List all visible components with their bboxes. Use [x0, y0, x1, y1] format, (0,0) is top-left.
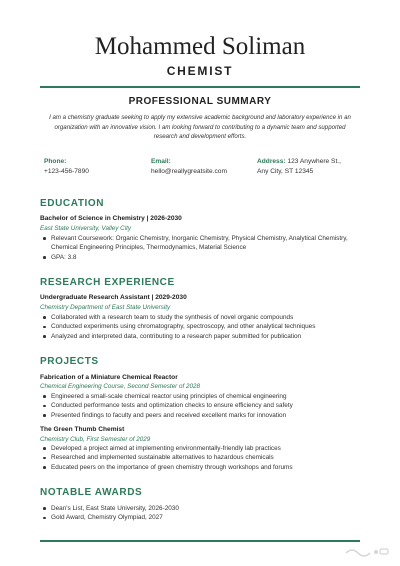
project-1-bullets — [40, 392, 358, 420]
footer-divider — [40, 540, 360, 542]
summary-heading: PROFESSIONAL SUMMARY — [128, 96, 272, 107]
address-line2: Any City, ST 12345 — [257, 168, 314, 175]
list-item: Collaborated with a research team to study the synthesis of novel organic compounds — [40, 313, 358, 322]
awards-bullets — [40, 504, 358, 523]
project-1-sub: Chemical Engineering Course, Second Semester of 2028 — [40, 383, 200, 390]
education-school: East State University, Valley City — [40, 225, 131, 232]
list-item: Dean's List, East State University, 2026-2030 — [40, 504, 358, 513]
project-1-title: Fabrication of a Miniature Chemical Reactor — [40, 374, 178, 381]
awards-heading: NOTABLE AWARDS — [40, 487, 143, 498]
list-item: Analyzed and interpreted data, contributing to a research paper submitted for publication — [40, 332, 358, 341]
list-item: Presented findings to faculty and peers and received excellent marks for innovation — [40, 411, 358, 420]
list-item: Researched and implemented sustainable alternatives to hazardous chemicals — [40, 453, 358, 462]
candidate-name: Mohammed Soliman — [94, 33, 306, 60]
candidate-title: CHEMIST — [166, 64, 234, 78]
contact-email — [151, 157, 227, 177]
list-item: Conducted experiments using chromatography, spectroscopy, and other analytical techniques — [40, 322, 358, 331]
address-line1: 123 Anywhere St., — [287, 158, 341, 165]
education-degree: Bachelor of Science in Chemistry | 2026-2030 — [40, 215, 182, 222]
research-role: Undergraduate Research Assistant | 2029-2030 — [40, 294, 187, 301]
summary-text: I am a chemistry graduate seeking to apply my extensive academic background and laboratory experience in an organization with an innovative vision. I am looking forward to contributing to a dynamic team and supported research and development efforts. — [49, 114, 351, 141]
research-heading: RESEARCH EXPERIENCE — [40, 277, 175, 288]
project-2-sub: Chemistry Club, First Semester of 2029 — [40, 436, 151, 443]
watermark-logo — [344, 544, 390, 562]
education-heading: EDUCATION — [40, 198, 105, 209]
list-item: Gold Award, Chemistry Olympiad, 2027 — [40, 513, 358, 522]
email-value: hello@reallygreatsite.com — [151, 168, 227, 175]
project-2-bullets — [40, 444, 358, 472]
phone-value: +123-456-7890 — [44, 168, 89, 175]
research-bullets — [40, 313, 358, 341]
email-label: Email: — [151, 158, 171, 165]
list-item: GPA: 3.8 — [40, 253, 358, 262]
header-divider — [40, 86, 360, 88]
address-label: Address: — [257, 158, 286, 165]
list-item: Engineered a small-scale chemical reactor using principles of chemical engineering — [40, 392, 358, 401]
list-item: Conducted performance tests and optimization checks to ensure efficiency and safety — [40, 401, 358, 410]
list-item: Relevant Coursework: Organic Chemistry, Inorganic Chemistry, Physical Chemistry, Analytical Chemistry, Chemical Engineering Principles, Thermodynamics, Material Science — [40, 234, 358, 253]
research-org: Chemistry Department of East State University — [40, 304, 171, 311]
phone-label: Phone: — [44, 158, 67, 165]
projects-heading: PROJECTS — [40, 356, 99, 367]
project-2-title: The Green Thumb Chemist — [40, 426, 125, 433]
list-item: Educated peers on the importance of green chemistry through workshops and forums — [40, 463, 358, 472]
contact-address — [257, 157, 341, 177]
education-bullets — [40, 234, 358, 262]
contact-phone — [44, 157, 89, 177]
list-item: Developed a project aimed at implementing environmentally-friendly lab practices — [40, 444, 358, 453]
